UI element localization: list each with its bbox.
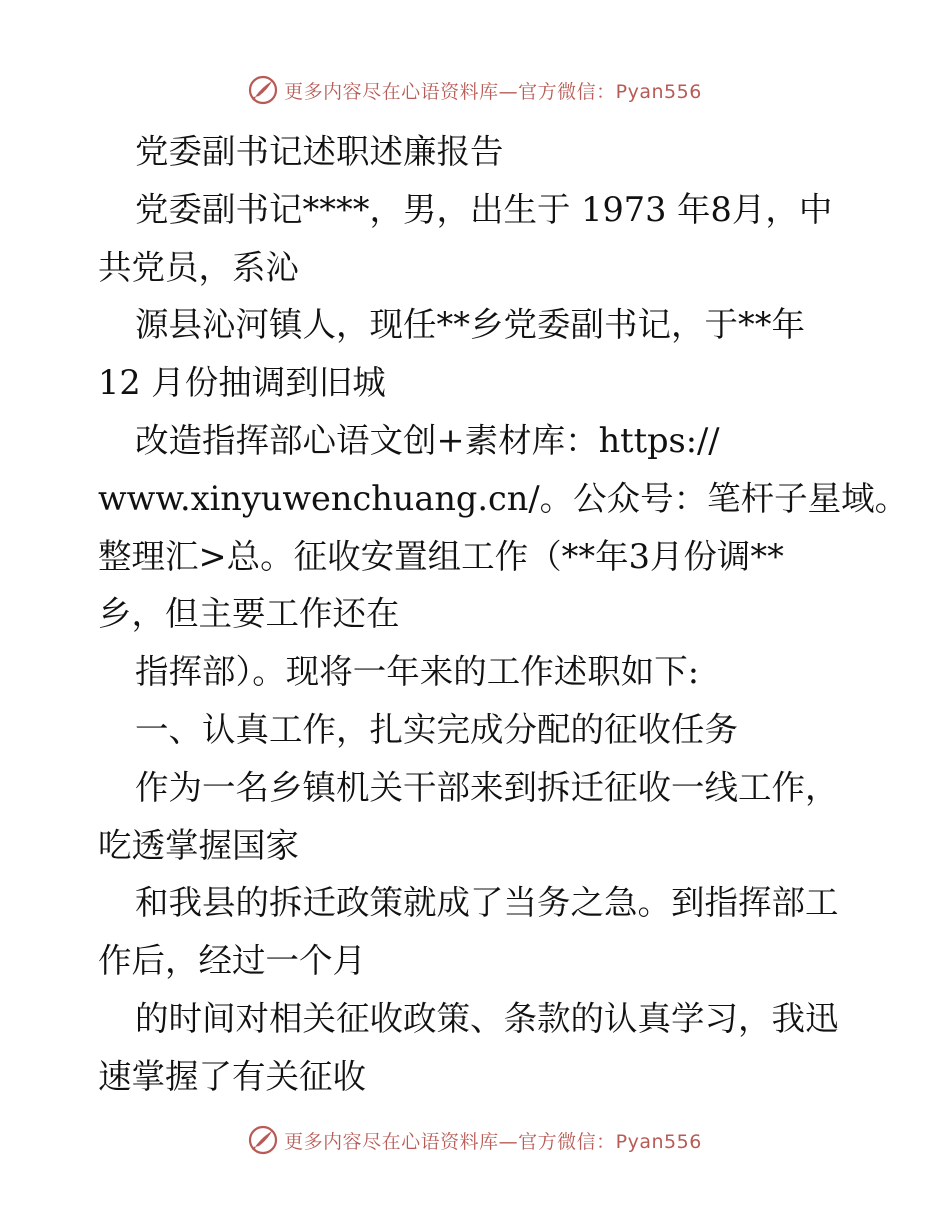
paragraph-line: 作后，经过一个月 [98, 941, 366, 981]
paragraph-line: 指挥部）。现将一年来的工作述职如下: [135, 652, 700, 692]
paragraph-line: 作为一名乡镇机关干部来到拆迁征收一线工作， [135, 767, 839, 807]
section-heading: 一、认真工作，扎实完成分配的征收任务 [135, 709, 738, 749]
paragraph-line: 的时间对相关征收政策、条款的认真学习，我迅 [135, 998, 839, 1038]
paragraph-line: 吃透掌握国家 [98, 825, 299, 865]
paragraph-line: 整理汇>总。征收安置组工作（**年3月份调** [98, 536, 784, 576]
paragraph-line: 12 月份抽调到旧城 [98, 363, 386, 403]
document-title: 党委副书记述职述廉报告 [135, 132, 504, 171]
quill-pen-icon [248, 75, 278, 105]
paragraph-line: 速掌握了有关征收 [98, 1056, 366, 1096]
paragraph-line: 和我县的拆迁政策就成了当务之急。到指挥部工 [135, 883, 839, 923]
footer-banner-text: 更多内容尽在心语资料库—官方微信：Pyan556 [284, 1130, 702, 1153]
paragraph-line: www.xinyuwenchuang.cn/。公众号：笔杆子星域。 [98, 478, 909, 518]
paragraph-line: 共党员，系沁 [98, 247, 299, 287]
paragraph-line: 源县沁河镇人，现任**乡党委副书记，于**年 [135, 305, 805, 345]
footer-watermark-banner [0, 1120, 950, 1160]
header-watermark-banner [0, 70, 950, 110]
paragraph-line: 党委副书记****，男，出生于 1973 年8月，中 [135, 189, 833, 229]
paragraph-line: 乡，但主要工作还在 [98, 594, 400, 634]
quill-pen-icon [248, 1125, 278, 1155]
header-banner-text: 更多内容尽在心语资料库—官方微信：Pyan556 [284, 80, 702, 103]
paragraph-line: 改造指挥部心语文创+素材库：https:// [135, 420, 720, 460]
document-body [98, 123, 909, 1106]
